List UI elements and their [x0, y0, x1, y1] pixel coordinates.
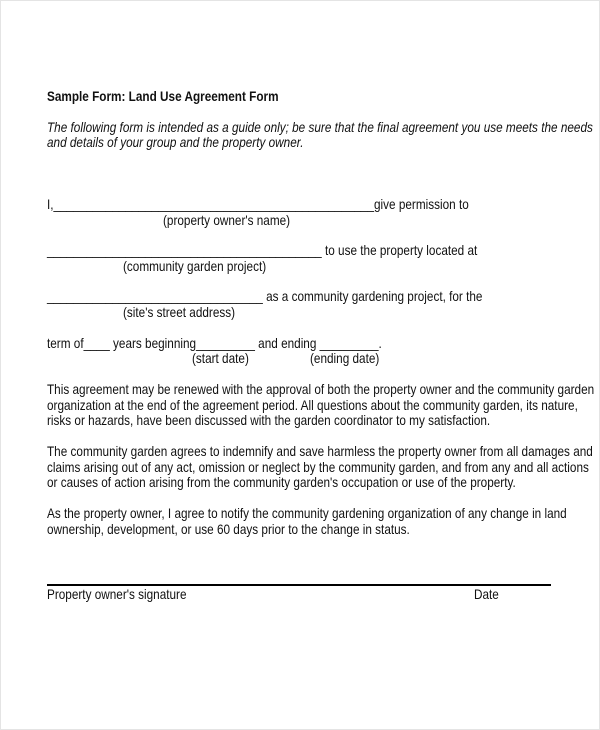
project-blank: __________________________________________ to use the property located at	[47, 242, 478, 258]
renewal-paragraph-line: This agreement may be renewed with the approval of both the property owner and the community garden	[47, 381, 595, 397]
form-title: Sample Form: Land Use Agreement Form	[47, 88, 279, 104]
owner-name-blank: I,_________________________________________________give permission to	[47, 196, 469, 212]
address-blank: _________________________________ as a community gardening project, for the	[47, 288, 483, 304]
intro-line-1: The following form is intended as a guide only; be sure that the final agreement you use meets the needs	[47, 119, 593, 135]
term-blank: term of____ years beginning_________ and ending _________.	[47, 335, 382, 351]
intro-line-2: and details of your group and the property owner.	[47, 134, 304, 150]
end-date-caption: (ending date)	[310, 350, 380, 366]
address-caption: (site's street address)	[123, 304, 236, 320]
date-label: Date	[474, 586, 499, 602]
notify-paragraph-line: As the property owner, I agree to notify the community gardening organization of any change in land	[47, 505, 567, 521]
start-date-caption: (start date)	[192, 350, 249, 366]
indemnify-paragraph-line: The community garden agrees to indemnify and save harmless the property owner from all damages and	[47, 443, 593, 459]
renewal-paragraph-line: risks or hazards, have been discussed with the garden coordinator to my satisfaction.	[47, 412, 491, 428]
project-caption: (community garden project)	[123, 258, 267, 274]
renewal-paragraph-line: organization at the end of the agreement period. All questions about the community garden, its nature,	[47, 397, 578, 413]
owner-name-caption: (property owner's name)	[163, 212, 291, 228]
signature-label: Property owner's signature	[47, 586, 187, 602]
indemnify-paragraph-line: claims arising out of any act, omission or neglect by the community garden, and from any and all actions	[47, 459, 589, 475]
indemnify-paragraph-line: or causes of action arising from the community garden's occupation or use of the property.	[47, 474, 516, 490]
notify-paragraph-line: ownership, development, or use 60 days prior to the change in status.	[47, 521, 410, 537]
